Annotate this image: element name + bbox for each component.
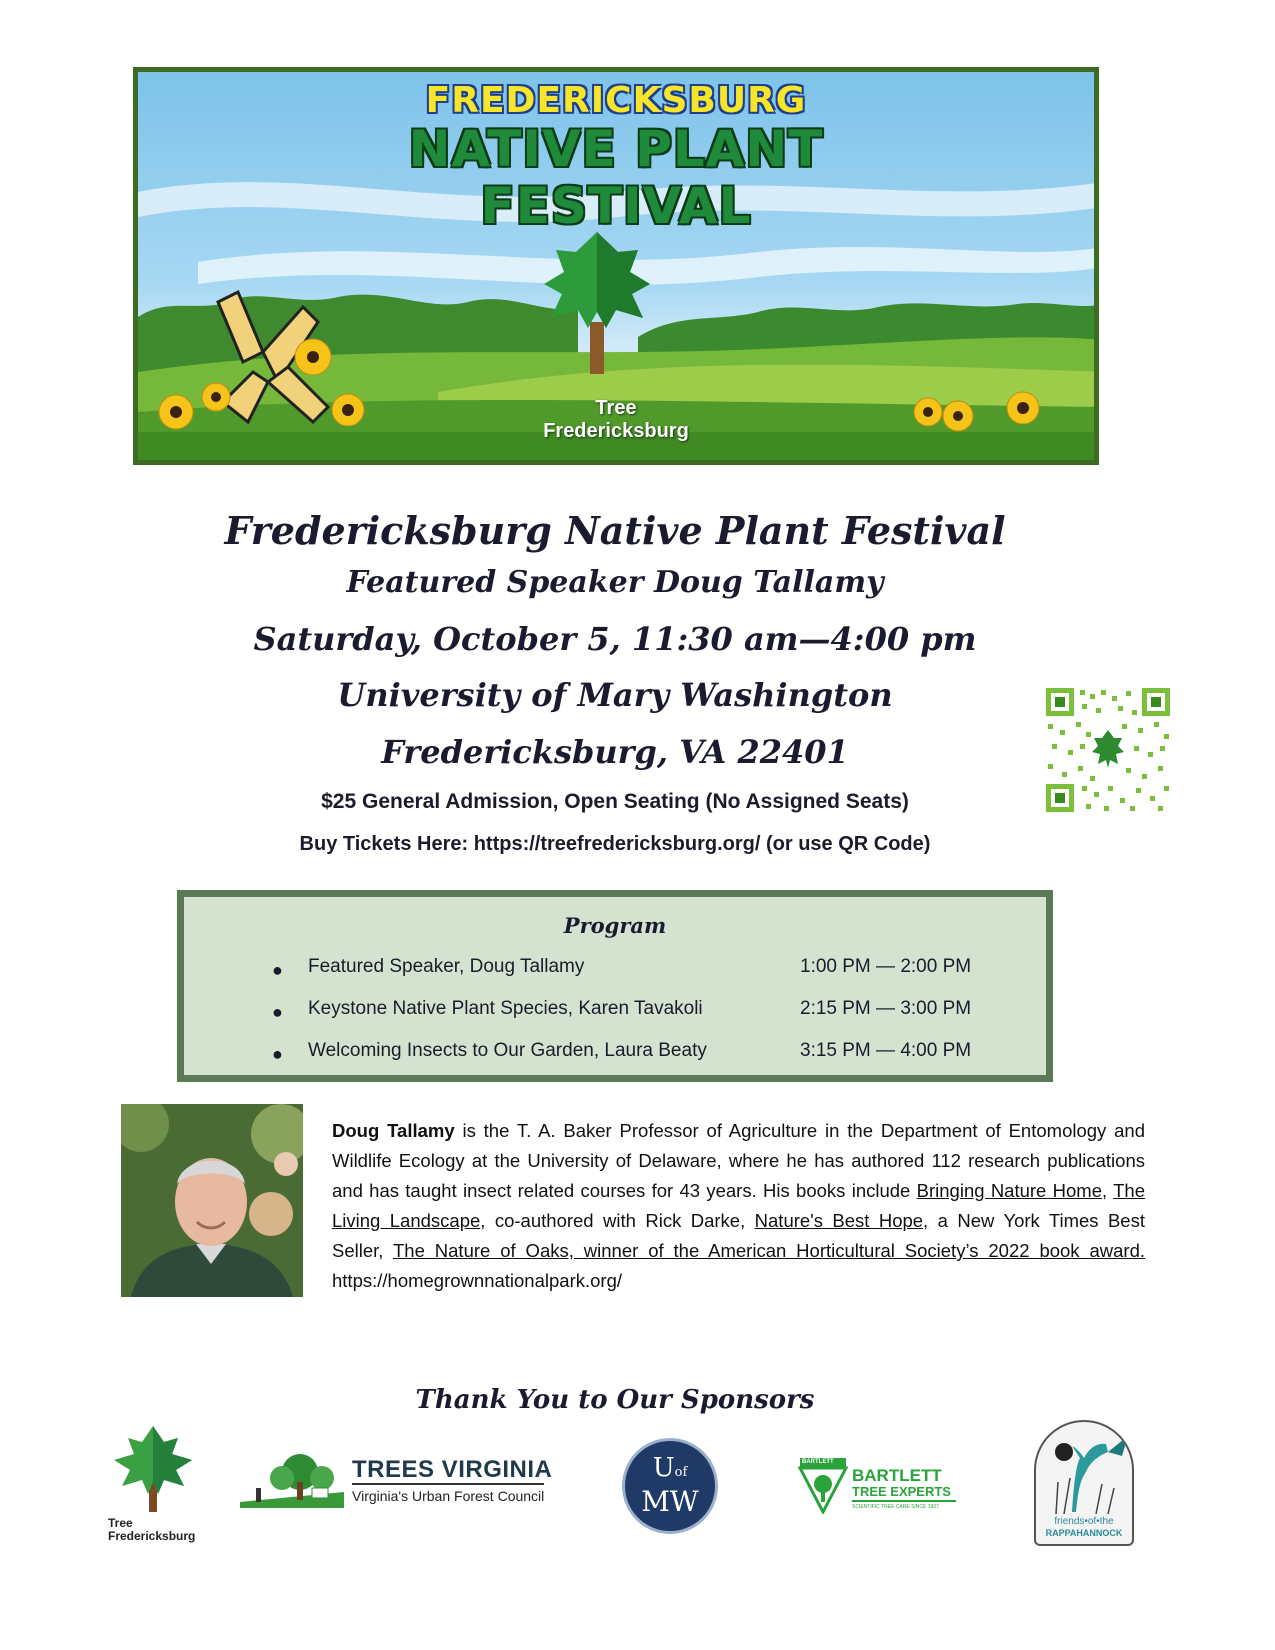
umw-mw: MW [641,1485,699,1518]
banner-title-line3: FESTIVAL [480,177,752,235]
qr-code[interactable] [1046,688,1170,812]
heron-icon [1036,1422,1132,1514]
program-item-time: 2:15 PM — 3:00 PM [800,998,972,1019]
bartlett-small: BARTLETT [802,1459,834,1465]
event-datetime: Saturday, October 5, 11:30 am—4:00 pm [253,620,977,658]
program-item-title: Keystone Native Plant Species, Karen Tavakoli [308,998,703,1019]
banner-logo-line1: Tree [595,397,637,419]
sponsor-tv-name: TREES VIRGINIA [352,1456,553,1483]
featured-speaker-heading: Featured Speaker Doug Tallamy [346,565,884,600]
book-title: The Nature of Oaks, winner of the American Horticultural Society’s 2022 book award. [393,1240,1145,1261]
bullet-icon: ● [272,1002,283,1022]
banner-title-line2: NATIVE PLANT [408,120,824,178]
umw-of: of [674,1465,688,1480]
sponsor-tree-fredericksburg-logo [108,1424,200,1542]
sponsor-trees-virginia-logo [240,1452,558,1516]
event-city: Fredericksburg, VA 22401 [381,733,849,771]
speaker-photo [121,1104,303,1297]
bartlett-tag: SCIENTIFIC TREE CARE SINCE 1907 [852,1504,939,1510]
bio-name: Doug Tallamy [332,1120,455,1141]
event-title: Fredericksburg Native Plant Festival [224,508,1006,553]
program-item-time: 3:15 PM — 4:00 PM [800,1040,972,1061]
book-title: The Living Landscape [332,1180,1145,1231]
bio-text: is the T. A. Baker Professor of Agriculture in the Department of Entomology and Wildlife Ecology at the University of Delaware, where he has authored 112 research publications and has taught insect related courses for 43 years. His books include [332,1120,1145,1201]
program-item-title: Featured Speaker, Doug Tallamy [308,956,585,977]
friends-line1: friends•of•the [1054,1516,1114,1527]
bartlett-line2: TREE EXPERTS [852,1484,951,1499]
sponsor-tv-divider [352,1483,544,1485]
festival-banner [133,67,1099,465]
sponsor-umw-logo [622,1438,718,1534]
bartlett-tree-icon [798,1458,848,1514]
program-item-title: Welcoming Insects to Our Garden, Laura Beaty [308,1040,707,1061]
sponsor-tf-line1: Tree [108,1516,133,1530]
sponsor-friends-rappahannock-logo [1034,1420,1134,1546]
bio-text: , [1102,1180,1114,1201]
sponsor-tf-line2: Fredericksburg [108,1529,196,1543]
bullet-icon: ● [272,960,283,980]
program-row [184,998,1046,1026]
banner-logo-line2: Fredericksburg [543,420,689,442]
program-row [184,1040,1046,1068]
banner-title-line1: FREDERICKSBURG [425,80,807,121]
trees-virginia-tree-icon [240,1452,344,1508]
umw-u: U [652,1453,675,1483]
maple-tree-icon [108,1424,200,1512]
friends-line2: RAPPAHANNOCK [1045,1528,1123,1538]
program-row [184,956,1046,984]
program-heading: Program [563,913,667,938]
sponsors-heading: Thank You to Our Sponsors [415,1385,815,1415]
bio-link[interactable]: https://homegrownnationalpark.org/ [332,1270,623,1291]
program-box [177,890,1053,1082]
bartlett-divider [852,1500,956,1502]
program-item-time: 1:00 PM — 2:00 PM [800,956,972,977]
banner-logo-text [138,397,1094,443]
ticket-link-text[interactable]: Buy Tickets Here: https://treefredericksburg.org/ (or use QR Code) [299,833,931,855]
bio-text: a New York Times Best Seller, [332,1210,1145,1261]
speaker-bio [332,1116,1145,1296]
event-venue: University of Mary Washington [337,676,893,714]
sponsor-tv-sub: Virginia's Urban Forest Council [352,1488,545,1504]
book-title: Bringing Nature Home [916,1180,1102,1201]
bartlett-line1: BARTLETT [852,1466,942,1485]
bio-text: , co-authored with Rick Darke, [480,1210,755,1231]
book-title: Nature's Best Hope, [754,1210,929,1231]
bullet-icon: ● [272,1044,283,1064]
sponsor-bartlett-logo [798,1458,962,1522]
admission-text: $25 General Admission, Open Seating (No Assigned Seats) [321,790,909,813]
